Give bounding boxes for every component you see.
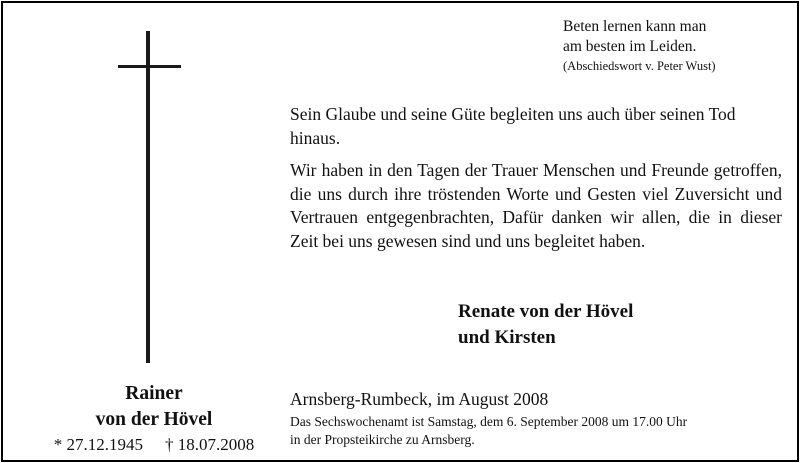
motto-line-2: am besten im Leiden. — [563, 38, 697, 55]
cross-vertical-bar — [146, 31, 150, 363]
service-announcement — [290, 413, 790, 449]
life-dates — [23, 434, 285, 456]
deceased-last-name: von der Hövel — [95, 409, 213, 430]
motto-quote — [563, 17, 788, 75]
service-line-2: in der Propsteikirche zu Arnsberg. — [290, 432, 475, 447]
body-paragraph-2: Wir haben in den Tagen der Trauer Menschen und Freunde getroffen, die uns durch ihre tröstenden Worte und Gesten viel Zuversicht und Vertrauen entgegenbrachten, Dafür danken wir allen, die in dieser Zeit bei uns gewesen sind und uns begleitet haben. — [290, 160, 782, 251]
motto-source: (Abschiedswort v. Peter Wust) — [563, 59, 716, 73]
body-text — [290, 103, 782, 253]
signer-line-2: und Kirsten — [458, 327, 556, 348]
death-date: † 18.07.2008 — [165, 435, 255, 454]
birth-date: * 27.12.1945 — [53, 435, 143, 454]
place-date: Arnsberg-Rumbeck, im August 2008 — [290, 389, 549, 409]
deceased-block — [23, 381, 285, 456]
deceased-first-name: Rainer — [125, 383, 183, 404]
body-paragraph-1: Sein Glaube und seine Güte begleiten uns auch über seinen Tod hinaus. — [290, 104, 736, 148]
signers — [458, 299, 633, 351]
signer-line-1: Renate von der Hövel — [458, 301, 634, 322]
service-line-1: Das Sechswochenamt ist Samstag, dem 6. September 2008 um 17.00 Uhr — [290, 414, 688, 429]
cross-horizontal-bar — [118, 65, 181, 68]
obituary-notice — [1, 1, 799, 462]
motto-line-1: Beten lernen kann man — [563, 18, 707, 35]
